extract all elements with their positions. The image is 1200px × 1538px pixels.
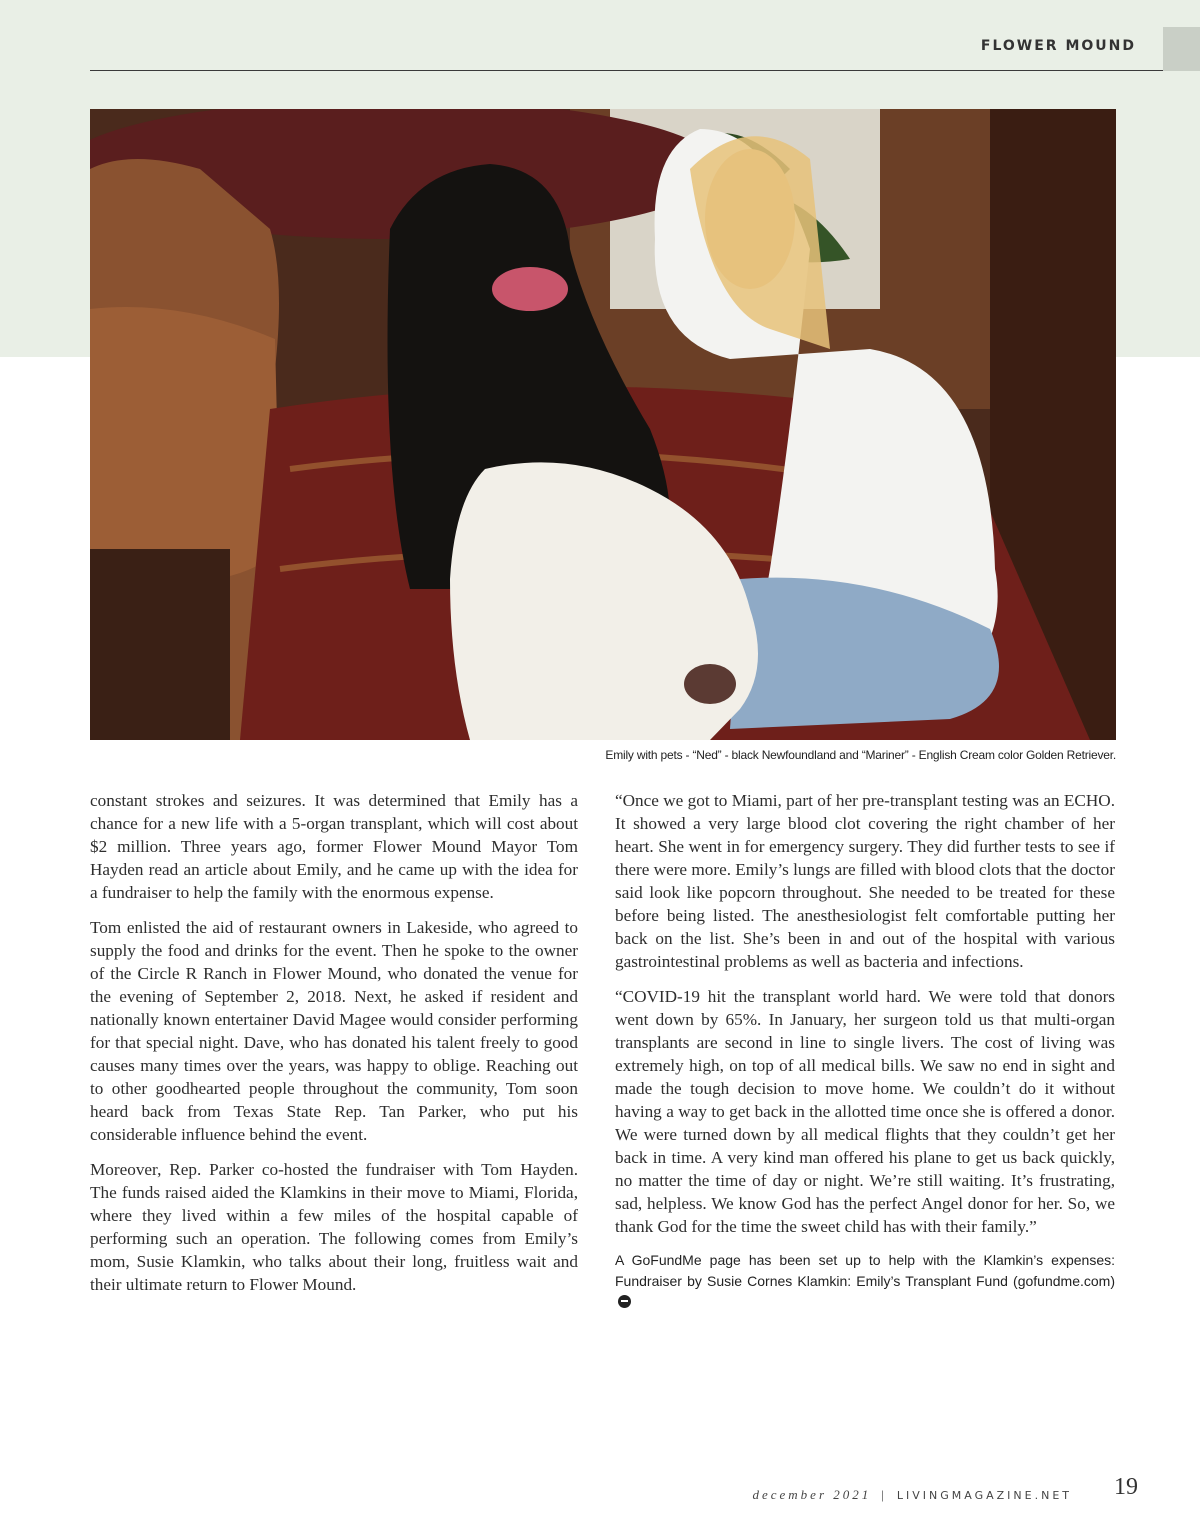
article-column-right bbox=[615, 789, 1115, 1313]
footer-separator: | bbox=[881, 1487, 887, 1502]
website-link[interactable]: LIVINGMAGAZINE.NET bbox=[896, 1489, 1072, 1502]
article-column-left bbox=[90, 789, 578, 1308]
issue-date: december 2021 bbox=[752, 1487, 872, 1502]
article-paragraph: “Once we got to Miami, part of her pre-transplant testing was an ECHO. It showed a very large blood clot covering the right chamber of her heart. She went in for emergency surgery. They did further tests to see if there were more. Emily’s lungs are filled with blood clots that the doctor said look like popcorn throughout. She needed to be treated for these before being listed. The anesthesiologist felt comfortable putting her back on the list. She’s been in and out of the hospital with various gastrointestinal problems as well as bacteria and infections. bbox=[615, 791, 1115, 971]
article-paragraph: “COVID-19 hit the transplant world hard. We were told that donors went down by 65%. In January, her surgeon told us that multi-organ transplants are second in line to single livers. The cost of living was extremely high, on top of all medical bills. We saw no end in sight and made the tough decision to move home. We couldn’t do it without having a way to get back in the allotted time once she is offered a donor. We were turned down by all medical flights that they couldn’t get her back in time. A very kind man offered his plane to get us back quickly, no matter the time of day or night. We’re still waiting. It’s frustrating, sad, helpless. We know God has the perfect Angel donor for her. So, we thank God for the time the sweet child has with their family.” bbox=[615, 987, 1115, 1236]
living-magazine-end-icon bbox=[618, 1295, 631, 1308]
article-paragraph: Moreover, Rep. Parker co-hosted the fundraiser with Tom Hayden. The funds raised aided the Klamkins in their move to Miami, Florida, where they lived within a few miles of the hospital capable of performing such an operation. The following comes from Emily’s mom, Susie Klamkin, who talks about their long, fruitless wait and their ultimate return to Flower Mound. bbox=[90, 1160, 578, 1294]
article-paragraph: constant strokes and seizures. It was determined that Emily has a chance for a new life with a 5-organ transplant, which will cost about $2 million. Three years ago, former Flower Mound Mayor Tom Hayden read an article about Emily, and he came up with the idea for a fundraiser to help the family with the enormous expense. bbox=[90, 791, 578, 902]
section-label: FLOWER MOUND bbox=[980, 38, 1136, 54]
feature-photo bbox=[90, 109, 1116, 740]
article-paragraph: Tom enlisted the aid of restaurant owners in Lakeside, who agreed to supply the food and drinks for the event. Then he spoke to the owner of the Circle R Ranch in Flower Mound, who donated the venue for the evening of September 2, 2018. Next, he asked if resident and nationally known entertainer David Magee would consider performing for that special night. Dave, who has donated his talent freely to good causes many times over the years, was happy to oblige. Reaching out to other goodhearted people throughout the community, Tom soon heard back from Texas State Rep. Tan Parker, who put his considerable influence behind the event. bbox=[90, 918, 578, 1144]
fundraiser-note bbox=[615, 1250, 1115, 1313]
page-number: 19 bbox=[1114, 1474, 1138, 1500]
fundraiser-link[interactable]: Fundraiser by Susie Cornes Klamkin: Emily’s Transplant Fund (gofundme.com) bbox=[615, 1273, 1115, 1289]
fundraiser-note-text: A GoFundMe page has been set up to help with the Klamkin’s expenses: bbox=[615, 1252, 1115, 1268]
page-footer bbox=[752, 1487, 1072, 1503]
photo-caption: Emily with pets - “Ned” - black Newfoundland and “Mariner” - English Cream color Golden Retriever. bbox=[605, 748, 1116, 762]
header-rule bbox=[90, 70, 1163, 71]
header-accent-tab bbox=[1163, 27, 1200, 71]
